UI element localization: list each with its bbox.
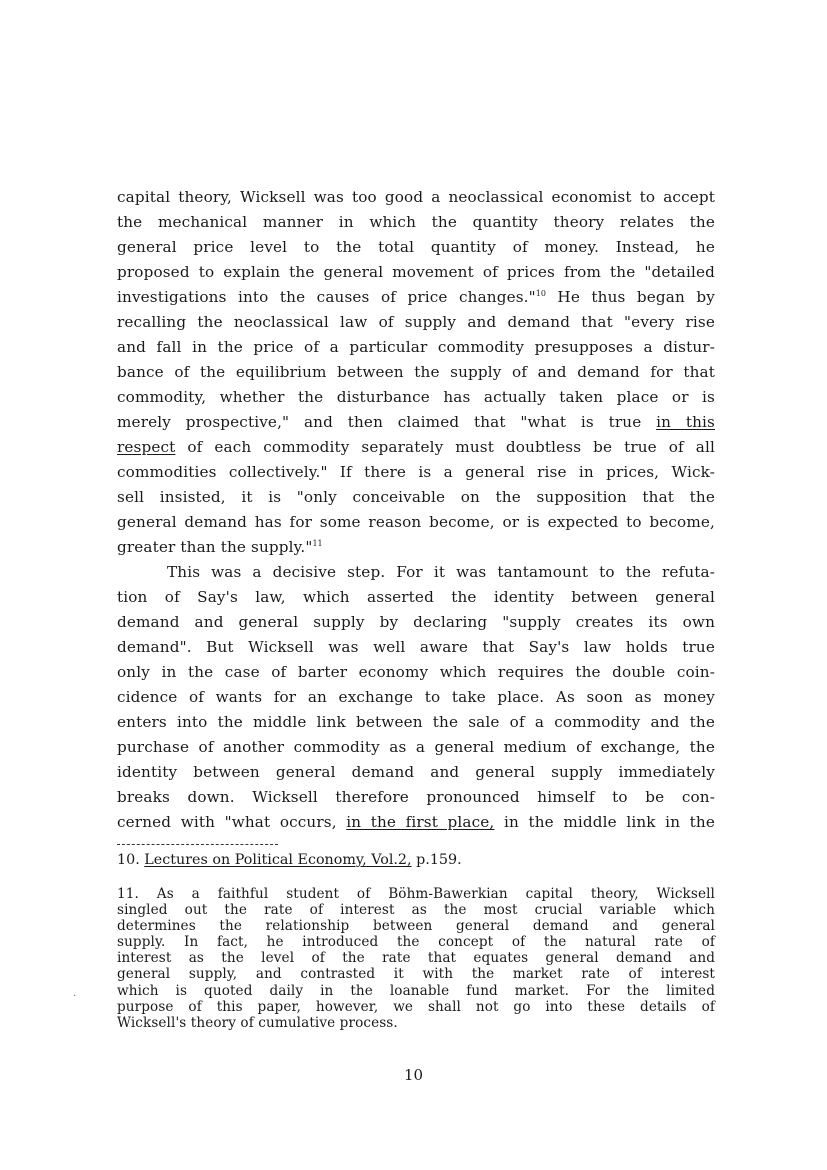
footnote-book-title: Lectures on Political Economy, Vol.2, <box>144 852 412 868</box>
footnote-separator <box>117 844 278 845</box>
text-line: and fall in the price of a particular commodity presupposes a distur- <box>117 338 715 356</box>
footnote-ref-11: 11 <box>312 539 323 548</box>
text-line <box>117 535 715 560</box>
text-line: general demand has for some reason become, or is expected to become, <box>117 513 715 531</box>
text-line: commodity, whether the disturbance has actually taken place or is <box>117 388 715 406</box>
footnote-line: general supply, and contrasted it with the market rate of interest <box>117 966 715 983</box>
text-line: general price level to the total quantity of money. Instead, he <box>117 238 715 256</box>
text-line: proposed to explain the general movement of prices from the "detailed <box>117 263 715 281</box>
text-line: purchase of another commodity as a general medium of exchange, the <box>117 738 715 756</box>
text-segment: He thus began by <box>557 288 715 306</box>
text-line <box>117 410 715 435</box>
footnote-line: interest as the level of the rate that equates general demand and <box>117 950 715 967</box>
footnote-line: which is quoted daily in the loanable fund market. For the limited <box>117 982 715 999</box>
footnote-page: p.159. <box>416 852 462 868</box>
text-segment: of each commodity separately must doubtless be true of all <box>187 438 715 456</box>
text-line <box>117 285 715 310</box>
text-segment: cerned with "what occurs, <box>117 813 337 831</box>
text-line <box>117 435 715 460</box>
stray-mark: . <box>73 988 77 999</box>
text-line: only in the case of barter economy which requires the double coin- <box>117 663 715 681</box>
footnote-line: supply. In fact, he introduced the concept of the natural rate of <box>117 934 715 951</box>
footnote-line: determines the relationship between general demand and general <box>117 918 715 935</box>
text-segment: merely prospective," and then claimed that "what is true <box>117 413 642 431</box>
text-line: recalling the neoclassical law of supply and demand that "every rise <box>117 313 715 331</box>
text-line: identity between general demand and general supply immediately <box>117 763 715 781</box>
text-segment: greater than the supply." <box>117 538 313 556</box>
text-line: capital theory, Wicksell was too good a neoclassical economist to accept <box>117 188 715 206</box>
text-line: This was a decisive step. For it was tantamount to the refuta- <box>167 563 715 581</box>
text-line <box>117 810 715 835</box>
underlined-phrase: in the first place, <box>346 813 495 831</box>
footnote-line: singled out the rate of interest as the most crucial variable which <box>117 902 715 919</box>
footnote-line: 11. As a faithful student of Böhm-Bawerkian capital theory, Wicksell <box>117 886 715 902</box>
text-segment: investigations into the causes of price changes." <box>117 288 536 306</box>
text-line: enters into the middle link between the sale of a commodity and the <box>117 713 715 731</box>
footnote-11 <box>117 886 715 1031</box>
text-line: bance of the equilibrium between the supply of and demand for that <box>117 363 715 381</box>
text-line: commodities collectively." If there is a general rise in prices, Wick- <box>117 463 715 481</box>
text-line: demand and general supply by declaring "supply creates its own <box>117 613 715 631</box>
footnote-ref-10: 10 <box>535 289 546 298</box>
footnote-line: Wicksell's theory of cumulative process. <box>117 1014 398 1031</box>
underlined-phrase: respect <box>117 438 176 456</box>
page-number: 10 <box>403 1066 424 1084</box>
footnote-10 <box>117 852 462 868</box>
text-segment: in the middle link in the <box>503 813 715 831</box>
text-line: cidence of wants for an exchange to take place. As soon as money <box>117 688 715 706</box>
footnote-line: purpose of this paper, however, we shall not go into these details of <box>117 998 715 1015</box>
text-line: tion of Say's law, which asserted the identity between general <box>117 588 715 606</box>
text-line: sell insisted, it is "only conceivable on the supposition that the <box>117 488 715 506</box>
underlined-phrase: in this <box>656 413 715 431</box>
text-line: the mechanical manner in which the quantity theory relates the <box>117 213 715 231</box>
text-line: demand". But Wicksell was well aware that Say's law holds true <box>117 638 715 656</box>
footnote-number: 10. <box>117 852 140 868</box>
text-line: breaks down. Wicksell therefore pronounced himself to be con- <box>117 788 715 806</box>
